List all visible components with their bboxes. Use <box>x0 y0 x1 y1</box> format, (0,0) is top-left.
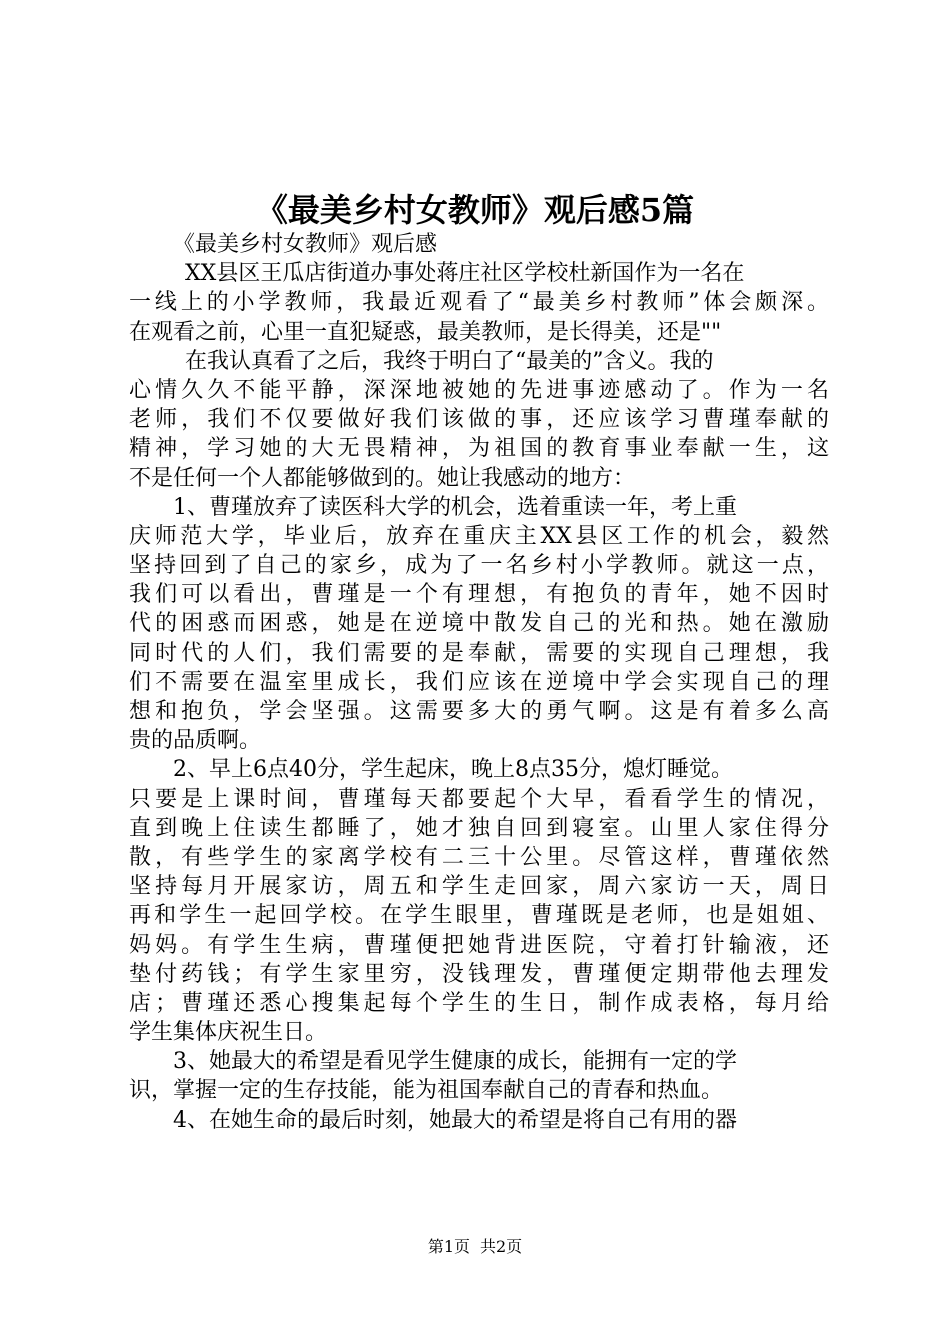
paragraph-line: 精神，学习她的大无畏精神，为祖国的教育事业奉献一生，这 <box>129 436 829 462</box>
paragraph-line: 学生集体庆祝生日。 <box>129 1020 328 1046</box>
document-body <box>129 230 829 1135</box>
paragraph-line: 同时代的人们，我们需要的是奉献，需要的实现自己理想，我 <box>129 640 829 666</box>
paragraph-line: 4、在她生命的最后时刻，她最大的希望是将自己有用的器 <box>173 1107 737 1133</box>
paragraph-line: 在我认真看了之后，我终于明白了“最美的”含义。我的 <box>185 348 714 374</box>
paragraph-line: 在观看之前，心里一直犯疑惑，最美教师，是长得美，还是"" <box>129 319 722 345</box>
paragraph-line: 一线上的小学教师，我最近观看了“最美乡村教师”体会颇深。 <box>129 290 829 316</box>
document-subheading: 《最美乡村女教师》观后感 <box>173 232 438 257</box>
paragraph-line: 2、早上6点40分，学生起床，晚上8点35分，熄灯睡觉。 <box>173 757 733 783</box>
page-footer <box>0 1236 950 1258</box>
page-number-total: 共2页 <box>480 1237 523 1256</box>
paragraph-line: 散，有些学生的家离学校有二三十公里。尽管这样，曹瑾依然 <box>129 844 829 870</box>
paragraph-line: 们不需要在温室里成长，我们应该在逆境中学会实现自己的理 <box>129 669 829 695</box>
paragraph-line: 1、曹瑾放弃了读医科大学的机会，选着重读一年，考上重 <box>173 494 737 520</box>
paragraph-line: 识，掌握一定的生存技能，能为祖国奉献自己的青春和热血。 <box>129 1078 724 1104</box>
paragraph-line: 贵的品质啊。 <box>129 728 262 754</box>
paragraph-line: 3、她最大的希望是看见学生健康的成长，能拥有一定的学 <box>173 1049 737 1075</box>
paragraph-line: 想和抱负，学会坚强。这需要多大的勇气啊。这是有着多么高 <box>129 699 829 724</box>
page-number-current: 第1页 <box>427 1237 470 1256</box>
paragraph-line: 坚持每月开展家访，周五和学生走回家，周六家访一天，周日 <box>129 874 829 900</box>
paragraph-line: XX县区王瓜店街道办事处蒋庄社区学校杜新国作为一名在 <box>185 261 745 287</box>
paragraph-line: 庆师范大学，毕业后，放弃在重庆主XX县区工作的机会，毅然 <box>129 523 829 549</box>
paragraph-line: 妈妈。有学生生病，曹瑾便把她背进医院，守着打针输液，还 <box>129 932 829 958</box>
paragraph-line: 坚持回到了自己的家乡，成为了一名乡村小学教师。就这一点， <box>129 553 829 579</box>
paragraph-line: 心情久久不能平静，深深地被她的先进事迹感动了。作为一名 <box>129 377 829 403</box>
paragraph-line: 直到晚上住读生都睡了，她才独自回到寝室。山里人家住得分 <box>129 815 829 841</box>
paragraph-line: 垫付药钱；有学生家里穷，没钱理发，曹瑾便定期带他去理发 <box>129 961 829 987</box>
paragraph-line: 代的困惑而困惑，她是在逆境中散发自己的光和热。她在激励 <box>129 611 829 637</box>
paragraph-line: 不是任何一个人都能够做到的。她让我感动的地方： <box>129 465 636 491</box>
paragraph-line: 再和学生一起回学校。在学生眼里，曹瑾既是老师，也是姐姐、 <box>129 903 829 929</box>
paragraph-line: 老师，我们不仅要做好我们该做的事，还应该学习曹瑾奉献的 <box>129 407 829 433</box>
document-title: 《最美乡村女教师》观后感5篇 <box>255 191 695 229</box>
paragraph-line: 我们可以看出，曹瑾是一个有理想，有抱负的青年，她不因时 <box>129 582 829 608</box>
paragraph-line: 店；曹瑾还悉心搜集起每个学生的生日，制作成表格，每月给 <box>129 990 829 1016</box>
paragraph-line: 只要是上课时间，曹瑾每天都要起个大早，看看学生的情况， <box>129 786 829 812</box>
